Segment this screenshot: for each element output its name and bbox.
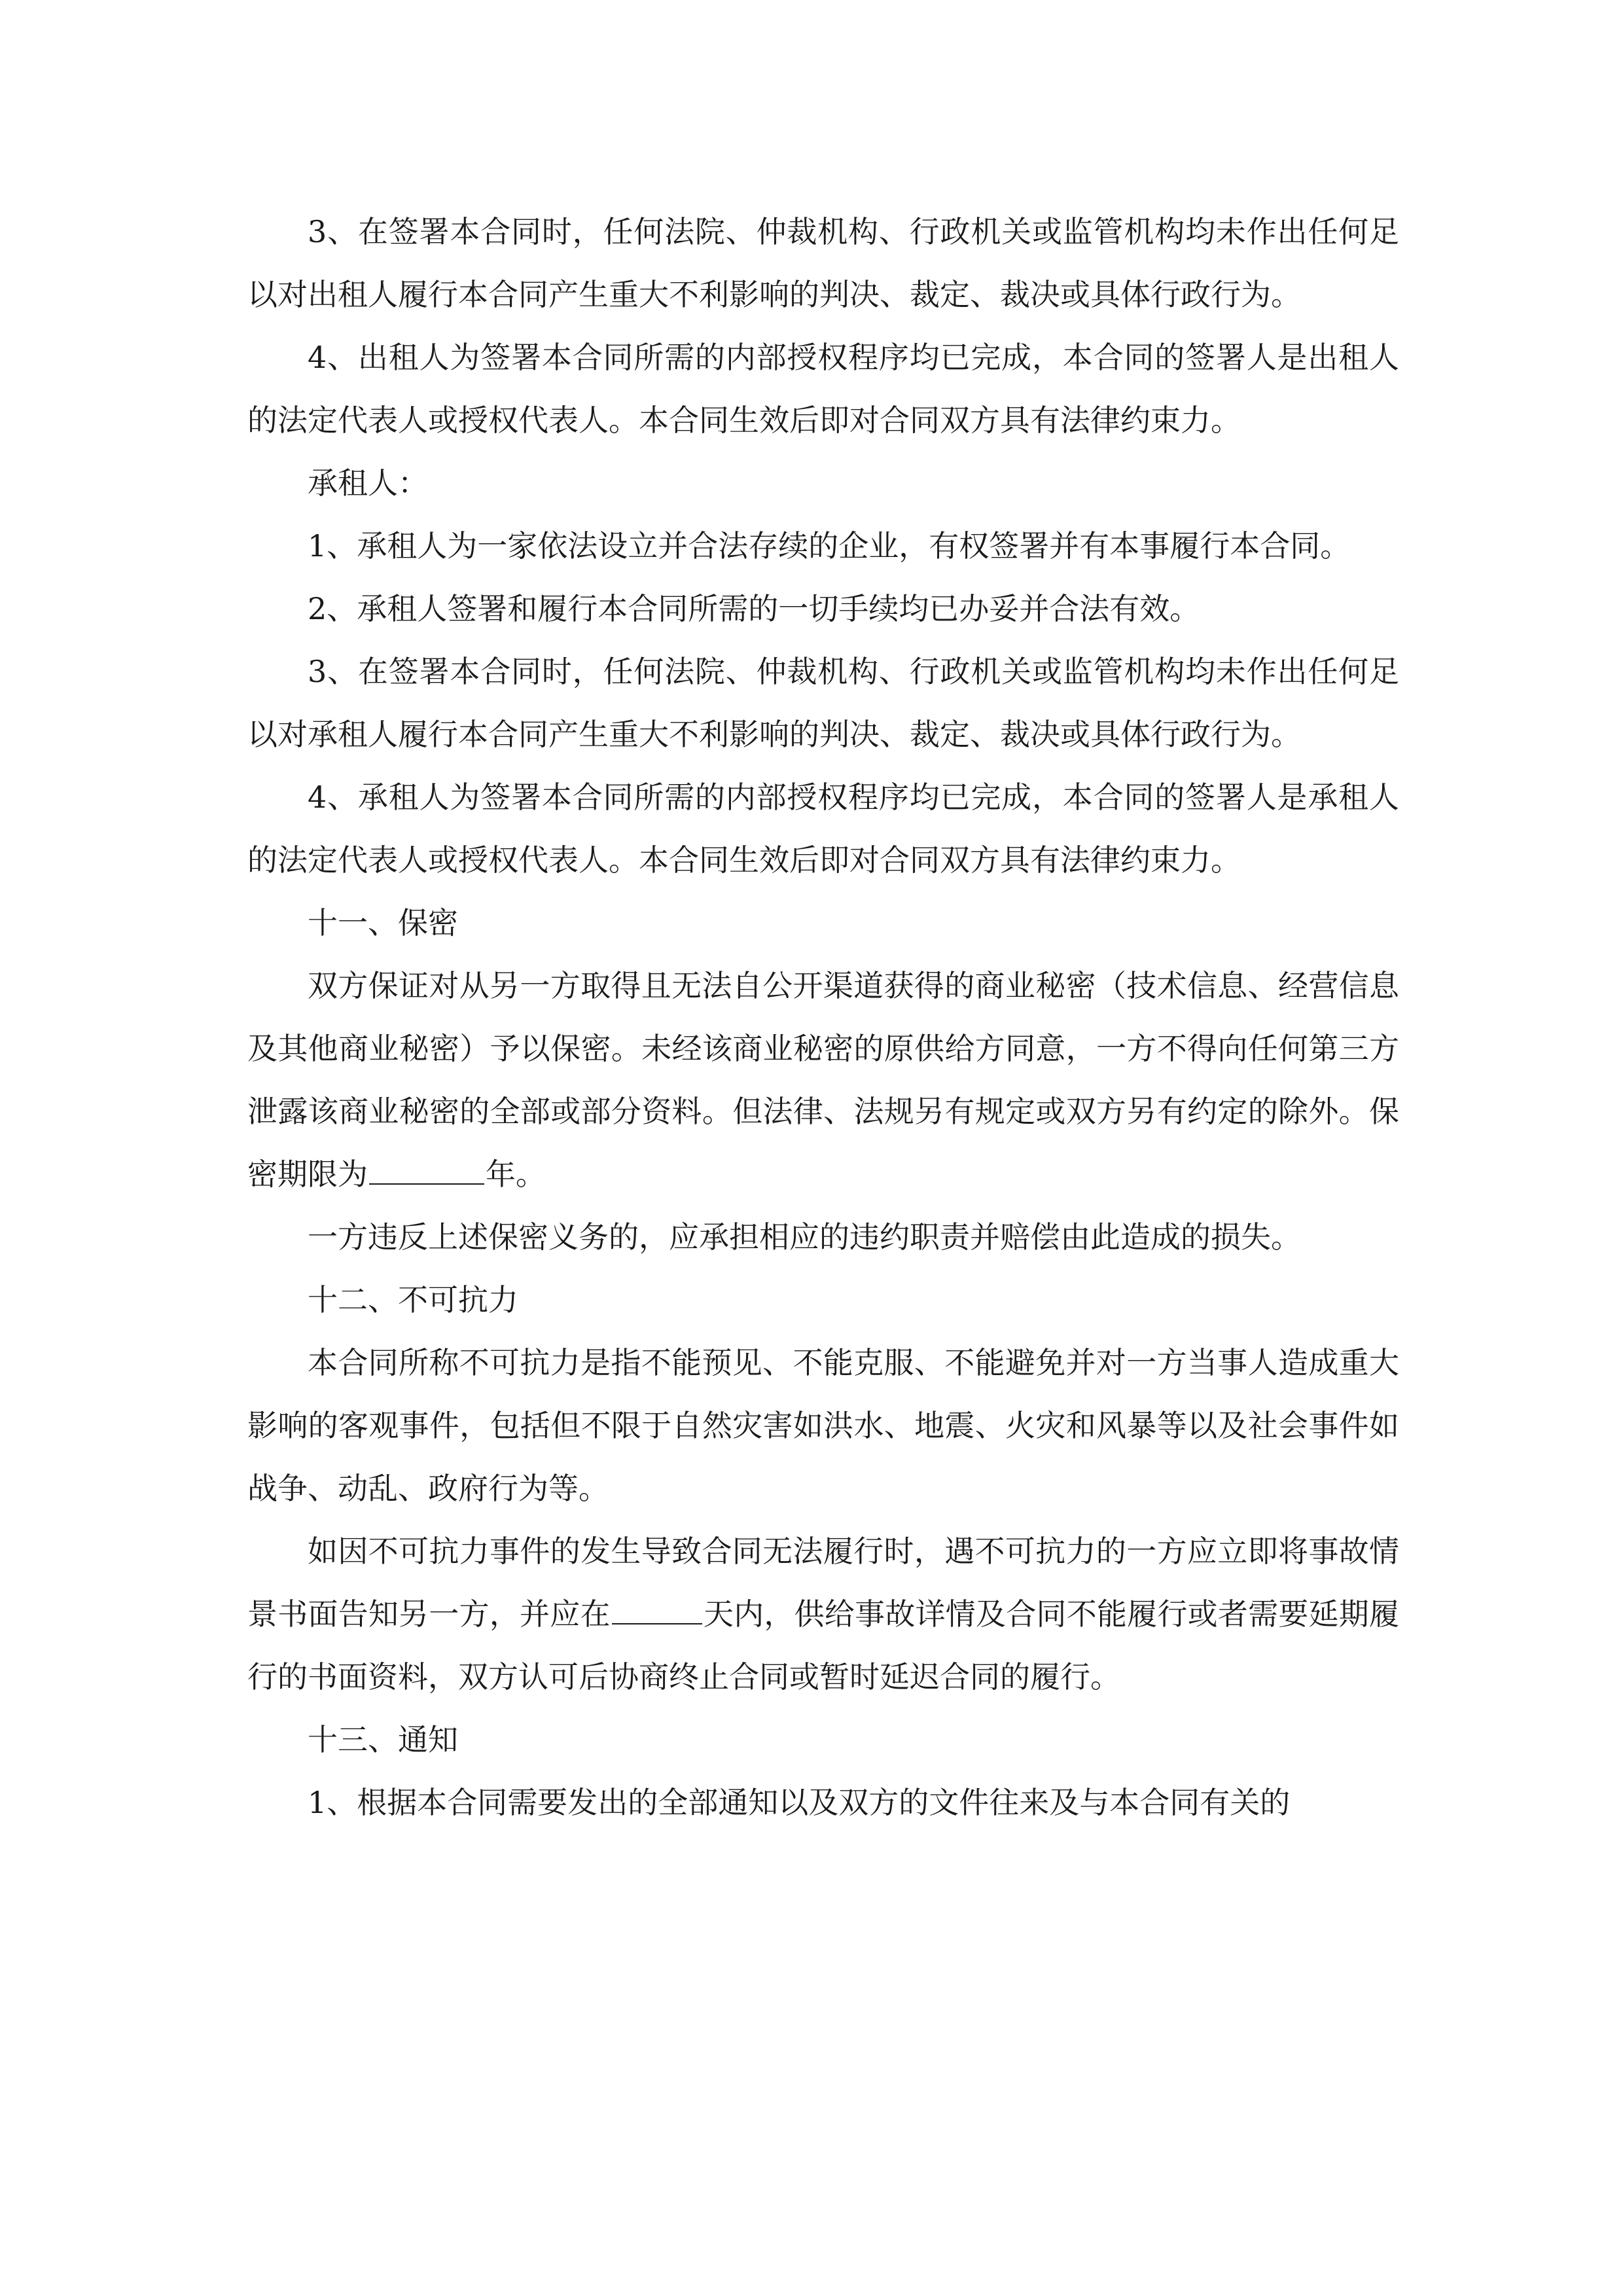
section-11-title: 十一、保密 (308, 905, 458, 941)
lessee-clause-2: 2、承租人签署和履行本合同所需的一切手续均已办妥并合法有效。 (308, 591, 1200, 626)
lessee-clause-3: 3、在签署本合同时，任何法院、仲裁机构、行政机关或监管机构均未作出任何足以对承租人履行本合同产生重大不利影响的判决、裁定、裁决或具体行政行为。 (247, 654, 1399, 752)
section-12-text-after-blank: 天内，供给事故详情及合同不能履行或者需要延期履行的书面资料，双方认可后协商终止合同或暂时延迟合同的履行。 (247, 1596, 1400, 1695)
section-11-paragraph-2: 一方违反上述保密义务的，应承担相应的违约职责并赔偿由此造成的损失。 (308, 1219, 1301, 1255)
lessor-clause-4: 4、出租人为签署本合同所需的内部授权程序均已完成，本合同的签署人是出租人的法定代表人或授权代表人。本合同生效后即对合同双方具有法律约束力。 (247, 340, 1399, 438)
section-11-text-after-blank: 年。 (486, 1157, 546, 1192)
lessee-clause-4: 4、承租人为签署本合同所需的内部授权程序均已完成，本合同的签署人是承租人的法定代表人或授权代表人。本合同生效后即对合同双方具有法律约束力。 (247, 780, 1399, 878)
lessor-clause-3: 3、在签署本合同时，任何法院、仲裁机构、行政机关或监管机构均未作出任何足以对出租人履行本合同产生重大不利影响的判决、裁定、裁决或具体行政行为。 (247, 214, 1399, 312)
section-11-paragraph-1 (247, 954, 1399, 1206)
section-12-text-before-blank: 如因不可抗力事件的发生导致合同无法履行时，遇不可抗力的一方应立即将事故情景书面告知另一方，并应在 (247, 1534, 1399, 1632)
section-12-paragraph-2 (247, 1520, 1399, 1708)
lessee-clause-1: 1、承租人为一家依法设立并合法存续的企业，有权签署并有本事履行本合同。 (308, 528, 1351, 564)
section-12-paragraph-1: 本合同所称不可抗力是指不能预见、不能克服、不能避免并对一方当事人造成重大影响的客观事件，包括但不限于自然灾害如洪水、地震、火灾和风暴等以及社会事件如战争、动乱、政府行为等。 (247, 1345, 1399, 1506)
section-11-text-before-blank: 双方保证对从另一方取得且无法自公开渠道获得的商业秘密（技术信息、经营信息及其他商业秘密）予以保密。未经该商业秘密的原供给方同意，一方不得向任何第三方泄露该商业秘密的全部或部分资料。但法律、法规另有规定或双方另有约定的除外。保密期限为 (247, 968, 1399, 1192)
document-body (247, 200, 1399, 1834)
lessee-heading: 承租人： (308, 465, 428, 501)
confidentiality-period-blank (369, 1149, 484, 1185)
notice-days-blank (612, 1589, 702, 1624)
section-13-paragraph-1: 1、根据本合同需要发出的全部通知以及双方的文件往来及与本合同有关的 (308, 1785, 1291, 1820)
section-12-title: 十二、不可抗力 (308, 1282, 518, 1318)
section-13-title: 十三、通知 (308, 1722, 458, 1757)
